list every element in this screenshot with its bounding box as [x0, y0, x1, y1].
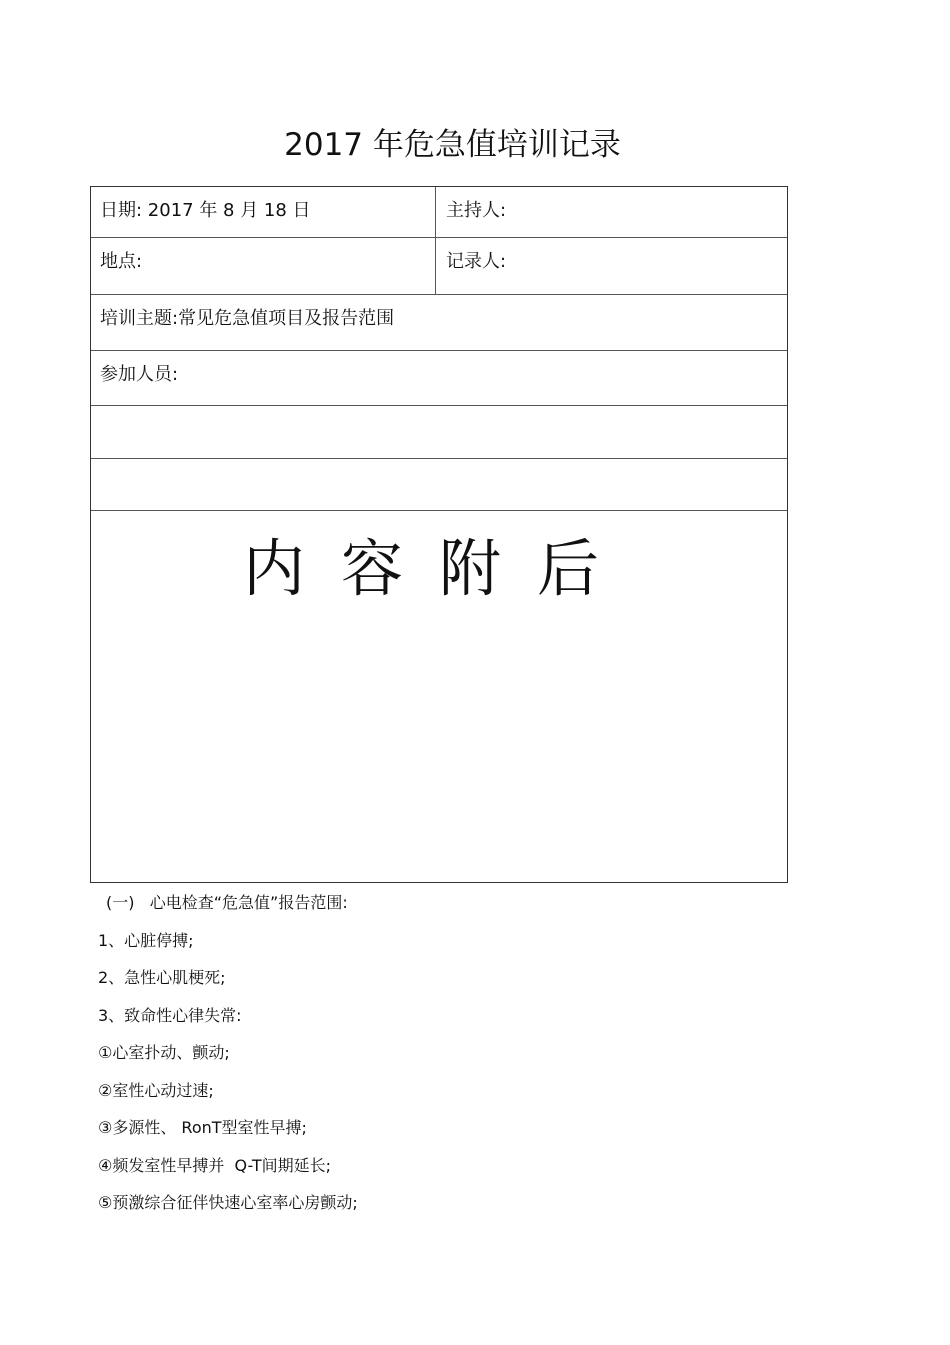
date-label: 日期: 2017 年 8 月 18 日 — [100, 200, 311, 221]
list-item: ①心室扑动、颤动; — [98, 1043, 230, 1062]
host-label: 主持人: — [446, 200, 507, 221]
content-attached-note: 内容附后 — [242, 532, 635, 605]
section-heading: (一) 心电检查“危急值”报告范围: — [106, 893, 348, 912]
table-row-participants — [91, 351, 787, 406]
participants-cell — [91, 351, 787, 405]
training-record-table — [90, 186, 788, 883]
topic-label: 培训主题:常见危急值项目及报告范围 — [100, 308, 395, 329]
list-item: ③多源性、 RonT型室性早搏; — [98, 1118, 307, 1137]
list-item: 3、致命性心律失常: — [98, 1005, 242, 1025]
table-row-topic — [91, 295, 787, 351]
list-item: 2、急性心肌梗死; — [98, 968, 226, 987]
host-cell — [436, 187, 787, 237]
location-cell — [91, 238, 436, 294]
table-row-blank-2 — [91, 459, 787, 511]
date-cell — [91, 187, 436, 237]
list-item: ②室性心动过速; — [98, 1080, 214, 1100]
document-title: 2017 年危急值培训记录 — [284, 127, 621, 163]
location-label: 地点: — [100, 251, 143, 272]
topic-cell — [91, 295, 787, 350]
recorder-label: 记录人: — [446, 251, 507, 272]
table-row-location-recorder — [91, 238, 787, 295]
participants-label: 参加人员: — [100, 364, 179, 385]
table-row-date-host — [91, 187, 787, 238]
table-row-content — [91, 511, 787, 882]
list-item: 1、心脏停搏; — [98, 930, 194, 950]
list-item: ④频发室性早搏并 Q-T间期延长; — [98, 1155, 332, 1175]
ecg-critical-value-section — [98, 890, 878, 1216]
table-row-blank-1 — [91, 406, 787, 459]
list-item: ⑤预激综合征伴快速心室率心房颤动; — [98, 1193, 358, 1212]
recorder-cell — [436, 238, 787, 294]
